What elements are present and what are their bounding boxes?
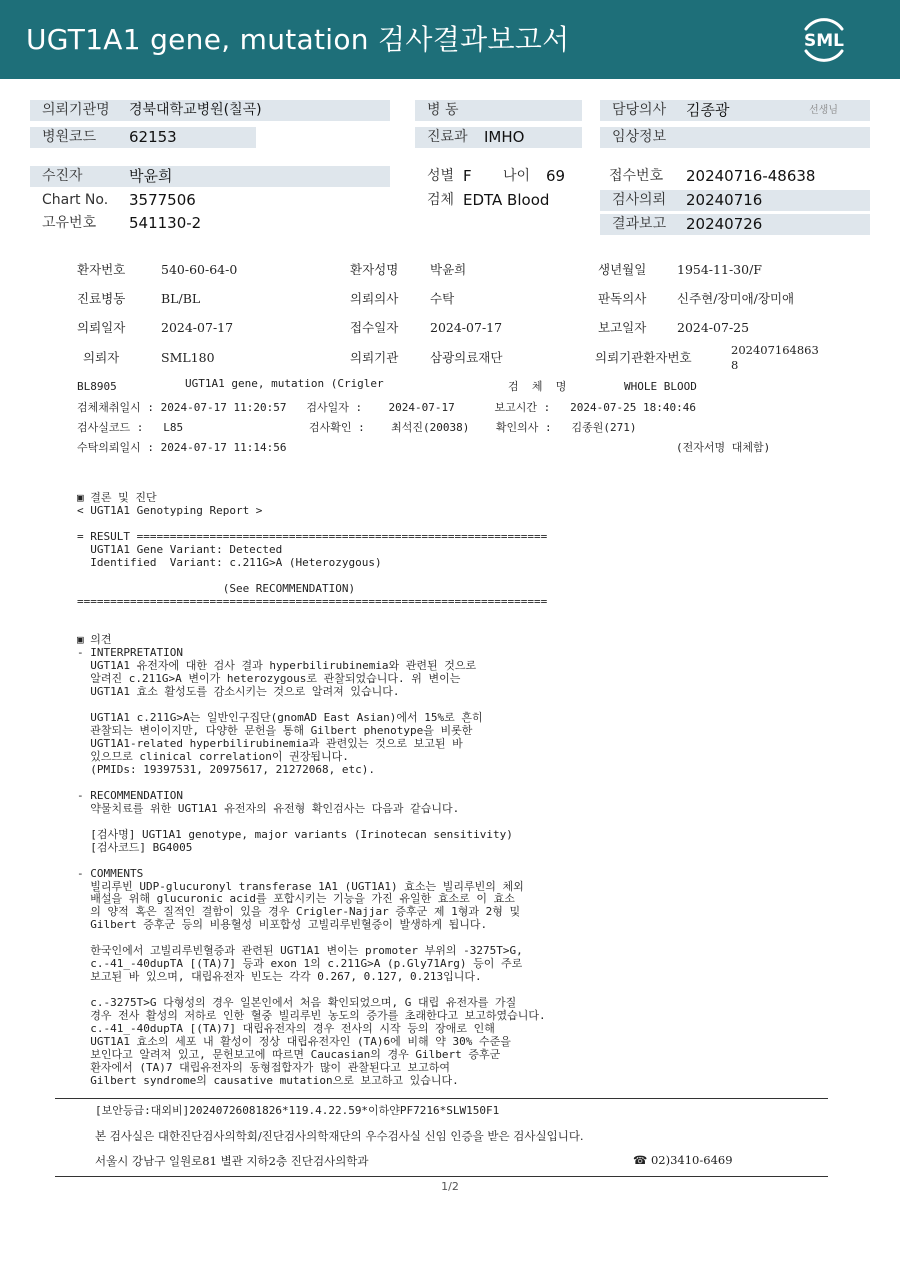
rpt-value: SML180 [161, 350, 215, 365]
test-code: BL8905 [77, 380, 117, 393]
rpt-value: 540-60-64-0 [161, 262, 238, 277]
address-line: 서울시 강남구 일원로81 별관 지하2층 진단검사의학과 [95, 1154, 369, 1168]
report-line: 배설을 위해 glucuronic acid를 포합시키는 기능을 가진 유일한 효소로 이 효소 [77, 892, 515, 906]
report-line: [검사명] UGT1A1 genotype, major variants (Irinotecan sensitivity) [77, 827, 513, 841]
certification-line: 본 검사실은 대한진단검사의학회/진단검사의학재단의 우수검사실 신임 인증을 받은 검사실입니다. [95, 1129, 584, 1143]
report-line: 보고된 바 있으며, 대립유전자 빈도는 각각 0.267, 0.127, 0.213입니다. [77, 970, 482, 984]
rpt-value: BL/BL [161, 291, 201, 306]
report-line: ▣ 결론 및 진단 [77, 491, 157, 504]
report-line: 보인다고 알려져 있고, 문헌보고에 따르면 Caucasian의 경우 Gilbert 증후군 [77, 1047, 501, 1061]
unique-id-label: 고유번호 [42, 215, 97, 231]
signature-note: (전자서명 대체함) [676, 441, 771, 454]
report-line: 의 양적 혹은 질적인 결함이 있을 경우 Crigler-Najjar 증후군 제 1형과 2형 및 [77, 905, 521, 919]
report-line: UGT1A1-related hyperbilirubinemia과 관련있는 것으로 보고된 바 [77, 737, 463, 751]
report-line: - RECOMMENDATION [77, 788, 183, 802]
rpt-value: 8 [731, 358, 739, 372]
report-line: UGT1A1 유전자에 대한 검사 결과 hyperbilirubinemia와 관련된 것으로 [77, 659, 477, 673]
sml-logo [796, 13, 852, 65]
request-date-label: 검사의뢰 [600, 190, 870, 211]
report-line: - INTERPRETATION [77, 646, 183, 660]
meta-line: 수탁의뢰일시 : 2024-07-17 11:14:56 [77, 441, 287, 454]
clinical-info-label: 임상정보 [600, 127, 870, 148]
institution-value: 경북대학교병원(칠곡) [129, 102, 262, 118]
rpt-label: 의뢰자 [83, 350, 120, 365]
rpt-label: 환자번호 [77, 262, 126, 277]
rpt-value: 신주현/장미애/장미애 [677, 291, 795, 306]
footer-top-rule [55, 1098, 828, 1099]
reception-label: 접수번호 [609, 168, 664, 184]
rpt-label: 진료병동 [77, 291, 126, 306]
rpt-label: 접수일자 [350, 320, 399, 335]
sex-value: F [463, 167, 472, 185]
rpt-value: 202407164863 [731, 343, 819, 357]
specimen-label: 검체 [427, 192, 455, 208]
specimen-name-value: WHOLE BLOOD [624, 380, 697, 393]
report-line: 알려진 c.211G>A 변이가 heterozygous로 관찰되었습니다. 위 변이는 [77, 672, 461, 686]
age-label: 나이 [503, 168, 531, 184]
rpt-label: 의뢰의사 [350, 291, 399, 306]
report-line: ======================================================================= [77, 594, 548, 608]
rpt-label: 환자성명 [350, 262, 399, 277]
specimen-value: EDTA Blood [463, 191, 550, 209]
rpt-value: 2024-07-17 [161, 320, 234, 335]
report-line: 경우 전사 활성의 저하로 인한 혈중 빌리루빈 농도의 증가를 초래한다고 보고하였습니다. [77, 1009, 546, 1022]
report-line: Identified Variant: c.211G>A (Heterozygous) [77, 555, 382, 569]
report-line: < UGT1A1 Genotyping Report > [77, 503, 263, 517]
report-line: ▣ 의견 [77, 633, 112, 647]
result-date-label: 결과보고 [600, 214, 870, 235]
meta-line: 검체채취일시 : 2024-07-17 11:20:57 검사일자 : 2024-07-17 보고시간 : 2024-07-25 18:40:46 [77, 401, 696, 414]
rpt-value: 2024-07-17 [430, 320, 503, 335]
request-date-value: 20240716 [686, 191, 763, 209]
report-line: 관찰되는 변이이지만, 다양한 문헌을 통해 Gilbert phenotype을 비롯한 [77, 724, 473, 738]
report-line: UGT1A1 효소의 세포 내 활성이 정상 대립유전자인 (TA)6에 비해 약 30% 수준을 [77, 1034, 511, 1048]
report-line: = RESULT ============================================================== [77, 529, 548, 543]
report-line: 한국인에서 고빌리루빈혈증과 관련된 UGT1A1 변이는 promoter 부위의 -3275T>G, [77, 944, 523, 958]
report-line: Gilbert 증후군 등의 비용혈성 비포합성 고빌리루빈혈증이 발생하게 됩니다. [77, 918, 488, 932]
report-line: 약물치료를 위한 UGT1A1 유전자의 유전형 확인검사는 다음과 같습니다. [77, 801, 460, 815]
report-line: 있으므로 clinical correlation이 권장됩니다. [77, 750, 349, 763]
page-number: 1/2 [441, 1180, 459, 1193]
report-line: 환자에서 (TA)7 대립유전자의 동형접합자가 많이 관찰된다고 보고하여 [77, 1060, 450, 1074]
report-title: UGT1A1 gene, mutation 검사결과보고서 [26, 23, 570, 56]
hospital-code-label: 병원코드 [30, 127, 256, 148]
report-line: UGT1A1 효소 활성도를 감소시키는 것으로 알려져 있습니다. [77, 685, 400, 699]
logo-text: SML [804, 31, 844, 51]
department-value: IMHO [484, 128, 525, 146]
security-line: [보안등급:대외비]20240726081826*119.4.22.59*이하얀PF7216*SLW150F1 [95, 1104, 500, 1117]
report-line: c.-3275T>G 다형성의 경우 일본인에서 처음 확인되었으며, G 대립 유전자를 가질 [77, 996, 517, 1010]
phone-line: ☎ 02)3410-6469 [633, 1153, 733, 1167]
rpt-label: 의뢰기관 [350, 350, 399, 365]
hospital-code-value: 62153 [129, 128, 177, 146]
report-line: UGT1A1 c.211G>A는 일반인구집단(gnomAD East Asian)에서 15%로 흔히 [77, 711, 483, 725]
test-name: UGT1A1 gene, mutation (Crigler [185, 377, 384, 390]
rpt-value: 박윤희 [430, 262, 467, 277]
chart-no-value: 3577506 [129, 191, 196, 209]
rpt-label: 보고일자 [598, 320, 647, 335]
rpt-label: 생년월일 [598, 262, 647, 277]
age-value: 69 [546, 167, 566, 185]
unique-id-value: 541130-2 [129, 214, 202, 232]
result-date-value: 20240726 [686, 215, 763, 233]
meta-line: 검사실코드 : L85 검사확인 : 최석진(20038) 확인의사 : 김종원(271) [77, 421, 637, 434]
report-line: 빌리루빈 UDP-glucuronyl transferase 1A1 (UGT1A1) 효소는 빌리루빈의 체외 [77, 879, 524, 893]
report-line: UGT1A1 Gene Variant: Detected [77, 542, 283, 556]
institution-label: 의뢰기관명 [30, 100, 390, 121]
report-line: [검사코드] BG4005 [77, 840, 193, 854]
doctor-suffix: 선생님 [809, 105, 838, 116]
chart-no-label: Chart No. [42, 192, 109, 208]
reception-value: 20240716-48638 [686, 167, 816, 185]
rpt-value: 2024-07-25 [677, 320, 750, 335]
rpt-value: 1954-11-30/F [677, 262, 762, 277]
specimen-name-label: 검 체 명 [508, 380, 567, 393]
doctor-label: 담당의사 [600, 100, 870, 121]
department-label: 진료과 [415, 127, 582, 148]
report-line: Gilbert syndrome의 causative mutation으로 보고하고 있습니다. [77, 1073, 459, 1087]
rpt-value: 삼광의료재단 [430, 350, 503, 365]
ward-label: 병 동 [415, 100, 582, 121]
report-line: c.-41_-40dupTA [(TA)7] 대립유전자의 경우 전사의 시작 등의 장애로 인해 [77, 1021, 495, 1035]
report-header [0, 0, 900, 79]
doctor-value: 김종광 [686, 101, 730, 119]
rpt-label: 의뢰기관환자번호 [595, 350, 692, 365]
report-line: - COMMENTS [77, 866, 144, 880]
patient-label: 수진자 [30, 166, 390, 187]
rpt-label: 판독의사 [598, 291, 647, 306]
report-line: (PMIDs: 19397531, 20975617, 21272068, etc). [77, 762, 376, 776]
rpt-label: 의뢰일자 [77, 320, 126, 335]
report-line: c.-41_-40dupTA [(TA)7] 등과 exon 1의 c.211G>A (p.Gly71Arg) 등이 주로 [77, 957, 523, 971]
report-line: (See RECOMMENDATION) [77, 581, 356, 595]
patient-value: 박윤희 [129, 167, 173, 185]
sex-label: 성별 [427, 168, 455, 184]
rpt-value: 수탁 [430, 291, 455, 306]
footer-bottom-rule [55, 1176, 828, 1177]
